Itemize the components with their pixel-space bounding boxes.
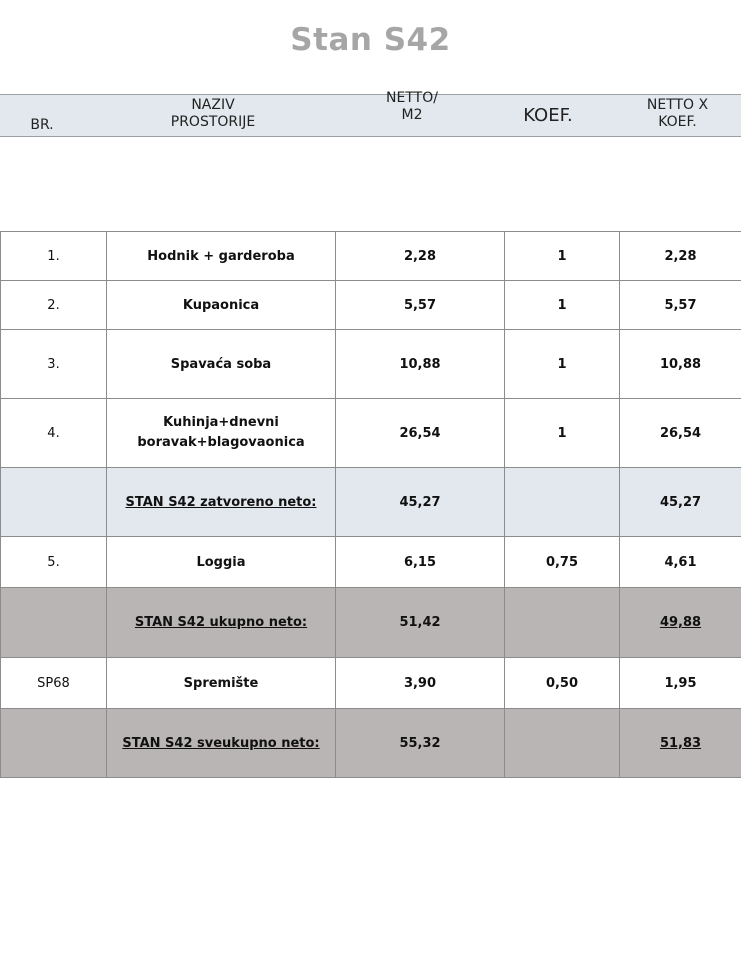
header-netto-line1: NETTO/ — [386, 90, 438, 106]
koef-value: 1 — [505, 232, 620, 281]
netto-value: 6,15 — [336, 537, 505, 588]
header-koef: KOEF. — [523, 105, 573, 126]
netto-value: 51,42 — [336, 588, 505, 658]
table-row — [1, 281, 741, 330]
header-br: BR. — [30, 117, 54, 133]
result-value: 4,61 — [620, 537, 741, 588]
koef-value: 1 — [505, 330, 620, 399]
header-nettox — [614, 95, 741, 136]
row-number: 4. — [1, 399, 107, 468]
table-header — [0, 90, 741, 137]
room-name: Loggia — [107, 537, 336, 588]
room-name: Hodnik + garderoba — [107, 232, 336, 281]
header-netto — [342, 90, 482, 136]
result-value — [620, 709, 741, 778]
room-name — [107, 399, 336, 468]
result-value: 10,88 — [620, 330, 741, 399]
netto-value: 2,28 — [336, 232, 505, 281]
row-number: 1. — [1, 232, 107, 281]
subtotal-label-text: STAN S42 zatvoreno neto: — [125, 494, 317, 510]
row-number — [1, 588, 107, 658]
koef-value: 0,50 — [505, 658, 620, 709]
row-number: SP68 — [1, 658, 107, 709]
total-label — [107, 588, 336, 658]
netto-value: 45,27 — [336, 468, 505, 537]
result-value-text: 49,88 — [659, 615, 702, 630]
row-number — [1, 468, 107, 537]
total-label-text: STAN S42 sveukupno neto: — [122, 735, 320, 751]
result-value: 2,28 — [620, 232, 741, 281]
row-number: 5. — [1, 537, 107, 588]
room-name: Spavaća soba — [107, 330, 336, 399]
header-naziv-line1: NAZIV — [191, 96, 235, 113]
netto-value: 3,90 — [336, 658, 505, 709]
koef-value: 0,75 — [505, 537, 620, 588]
table-row — [1, 399, 741, 468]
koef-value: 1 — [505, 399, 620, 468]
koef-value — [505, 468, 620, 537]
header-nettox-line2: KOEF. — [658, 113, 697, 130]
rooms-table — [0, 231, 741, 778]
row-number: 3. — [1, 330, 107, 399]
total-row — [1, 709, 741, 778]
header-nettox-line1: NETTO X — [646, 96, 709, 113]
room-name: Kupaonica — [107, 281, 336, 330]
header-naziv — [84, 95, 342, 136]
result-value: 26,54 — [620, 399, 741, 468]
result-value: 1,95 — [620, 658, 741, 709]
header-naziv-line2: PROSTORIJE — [170, 113, 256, 130]
table-row — [1, 658, 741, 709]
room-name: Spremište — [107, 658, 336, 709]
koef-value — [505, 588, 620, 658]
koef-value: 1 — [505, 281, 620, 330]
total-row — [1, 588, 741, 658]
page-title: Stan S42 — [290, 22, 451, 58]
netto-value: 55,32 — [336, 709, 505, 778]
result-value: 45,27 — [620, 468, 741, 537]
koef-value — [505, 709, 620, 778]
netto-value: 10,88 — [336, 330, 505, 399]
table-row — [1, 330, 741, 399]
room-name-line1: Kuhinja+dnevni — [163, 415, 279, 430]
room-name-line2: boravak+blagovaonica — [137, 435, 305, 450]
table-row — [1, 232, 741, 281]
result-value: 5,57 — [620, 281, 741, 330]
row-number: 2. — [1, 281, 107, 330]
subtotal-label — [107, 468, 336, 537]
total-label — [107, 709, 336, 778]
result-value-text: 51,83 — [659, 735, 702, 751]
total-label-text: STAN S42 ukupno neto: — [134, 615, 308, 630]
header-netto-line2: M2 — [401, 107, 423, 123]
result-value — [620, 588, 741, 658]
netto-value: 26,54 — [336, 399, 505, 468]
subtotal-row — [1, 468, 741, 537]
row-number — [1, 709, 107, 778]
table-row — [1, 537, 741, 588]
netto-value: 5,57 — [336, 281, 505, 330]
